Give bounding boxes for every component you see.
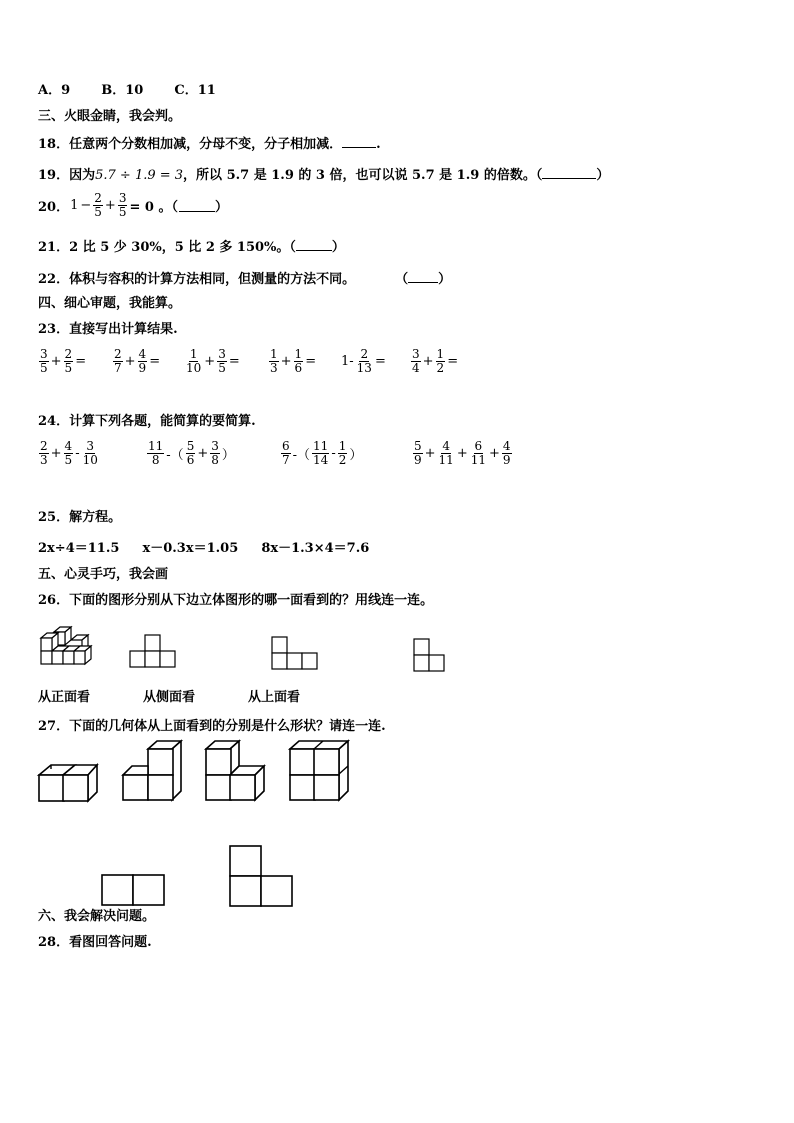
q20-one: 1	[70, 198, 79, 213]
section-6-heading: 六、我会解决问题。	[38, 909, 156, 924]
option-c: C．11	[174, 83, 216, 98]
q20-number: 20．	[38, 200, 70, 215]
q21-text: 2 比 5 少 30%，5 比 2 多 150%。（	[69, 240, 296, 255]
q24-expression-3: $\frac{6}{7}$ -（ $\frac{11}{14}$ - $\frac{1}{2}$ ）	[282, 439, 363, 467]
q27-text: 下面的几何体从上面看到的分别是什么形状？请连一连.	[69, 719, 386, 734]
q20-answer-blank[interactable]	[179, 199, 215, 212]
q26-view-shape-2	[272, 636, 318, 670]
question-19	[38, 166, 609, 185]
question-28-heading	[38, 934, 152, 952]
q26-label-top: 从上面看	[248, 690, 301, 705]
q23-expression-4: $\frac{1}{3}$ + $\frac{1}{6}$ =	[270, 347, 317, 375]
q21-answer-blank[interactable]	[296, 238, 332, 251]
q18-end: .	[376, 137, 381, 152]
q25-equations	[38, 540, 369, 558]
q19-text: ，所以 5.7 是 1.9 的 3 倍，也可以说 5.7 是 1.9 的倍数。（	[183, 168, 543, 183]
q18-answer-blank[interactable]	[342, 135, 376, 148]
q20-minus: −	[80, 198, 92, 213]
q27-solid-3	[205, 740, 267, 802]
q25-text: 解方程。	[69, 510, 122, 525]
q19-answer-blank[interactable]	[542, 166, 596, 179]
equation-2: x－0.3x＝1.05	[142, 541, 239, 556]
q26-text: 下面的图形分别从下边立体图形的哪一面看到的？用线连一连。	[69, 593, 434, 608]
q27-solid-1	[38, 757, 100, 803]
question-26-heading	[38, 592, 433, 610]
q22-end: ）	[438, 272, 452, 287]
section-3-heading: 三、火眼金睛，我会判。	[38, 109, 182, 124]
q26-view-shape-3	[414, 638, 446, 672]
equation-3: 8x－1.3×4＝7.6	[261, 541, 370, 556]
q27-top-view-2	[229, 845, 295, 907]
option-a: A．9	[38, 83, 71, 98]
q21-number: 21．	[38, 240, 70, 255]
q24-text: 计算下列各题，能简算的要简算.	[69, 414, 256, 429]
question-20	[38, 192, 228, 219]
question-21	[38, 238, 345, 257]
question-22	[38, 270, 451, 289]
q19-number: 19．	[38, 168, 70, 183]
q26-label-side: 从侧面看	[143, 690, 196, 705]
q19-expression: 5.7 ÷ 1.9 = 3	[95, 168, 184, 183]
q24-expression-2: $\frac{11}{8}$ -（ $\frac{5}{6}$ + $\frac{3}{8}$ ）	[148, 439, 235, 467]
option-b: B．10	[101, 83, 144, 98]
q20-plus: +	[104, 198, 116, 213]
q26-solid-figure	[38, 626, 100, 670]
q20-end: ）	[214, 200, 228, 215]
q26-label-front: 从正面看	[38, 690, 91, 705]
q23-expression-5: 1- $\frac{2}{13}$ =	[341, 347, 386, 375]
q18-text: 任意两个分数相加减，分母不变，分子相加减．	[69, 137, 343, 152]
q28-text: 看图回答问题.	[69, 935, 152, 950]
q27-solid-2	[122, 740, 184, 802]
q23-expression-6: $\frac{3}{4}$ + $\frac{1}{2}$ =	[412, 347, 459, 375]
q22-paren-open: （	[395, 272, 409, 287]
question-18	[38, 135, 381, 154]
q21-end: ）	[331, 240, 345, 255]
q17-options	[38, 82, 216, 100]
q19-pre: 因为	[69, 168, 96, 183]
question-23-heading	[38, 321, 178, 339]
q19-end: ）	[596, 168, 610, 183]
question-25-heading	[38, 509, 121, 527]
q23-expression-2: $\frac{2}{7}$ + $\frac{4}{9}$ =	[114, 347, 161, 375]
q22-number: 22．	[38, 272, 70, 287]
q23-text: 直接写出计算结果.	[69, 322, 178, 337]
q23-expression-3: $\frac{1}{10}$ + $\frac{3}{5}$ =	[186, 347, 240, 375]
q18-number: 18．	[38, 137, 70, 152]
question-27-heading	[38, 718, 386, 736]
section-4-heading: 四、细心审题，我能算。	[38, 296, 182, 311]
q24-expression-4: $\frac{5}{9}$ + $\frac{4}{11}$ + $\frac{6}{11}$ + $\frac{4}{9}$	[414, 439, 511, 467]
equation-1: 2x÷4＝11.5	[38, 541, 120, 556]
q25-number: 25．	[38, 510, 70, 525]
q27-number: 27．	[38, 719, 70, 734]
q23-expression-1: $\frac{3}{5}$ + $\frac{2}{5}$ =	[40, 347, 87, 375]
q28-number: 28．	[38, 935, 70, 950]
q20-fraction-2: $\frac{3}{5}$	[118, 191, 127, 219]
section-5-heading: 五、心灵手巧，我会画	[38, 567, 169, 582]
q22-text: 体积与容积的计算方法相同，但测量的方法不同。	[69, 272, 356, 287]
q27-top-view-1	[101, 874, 167, 908]
q24-number: 24．	[38, 414, 70, 429]
q24-expression-1: $\frac{2}{3}$ + $\frac{4}{5}$ - $\frac{3}{10}$	[40, 439, 98, 467]
q20-equals: = 0 。（	[129, 200, 178, 215]
q20-fraction-1: $\frac{2}{5}$	[94, 191, 102, 219]
q26-view-shape-1	[130, 634, 176, 668]
q23-number: 23．	[38, 322, 70, 337]
q22-answer-blank[interactable]	[408, 270, 438, 283]
q27-solid-4	[289, 740, 351, 802]
q26-number: 26．	[38, 593, 70, 608]
question-24-heading	[38, 413, 256, 431]
